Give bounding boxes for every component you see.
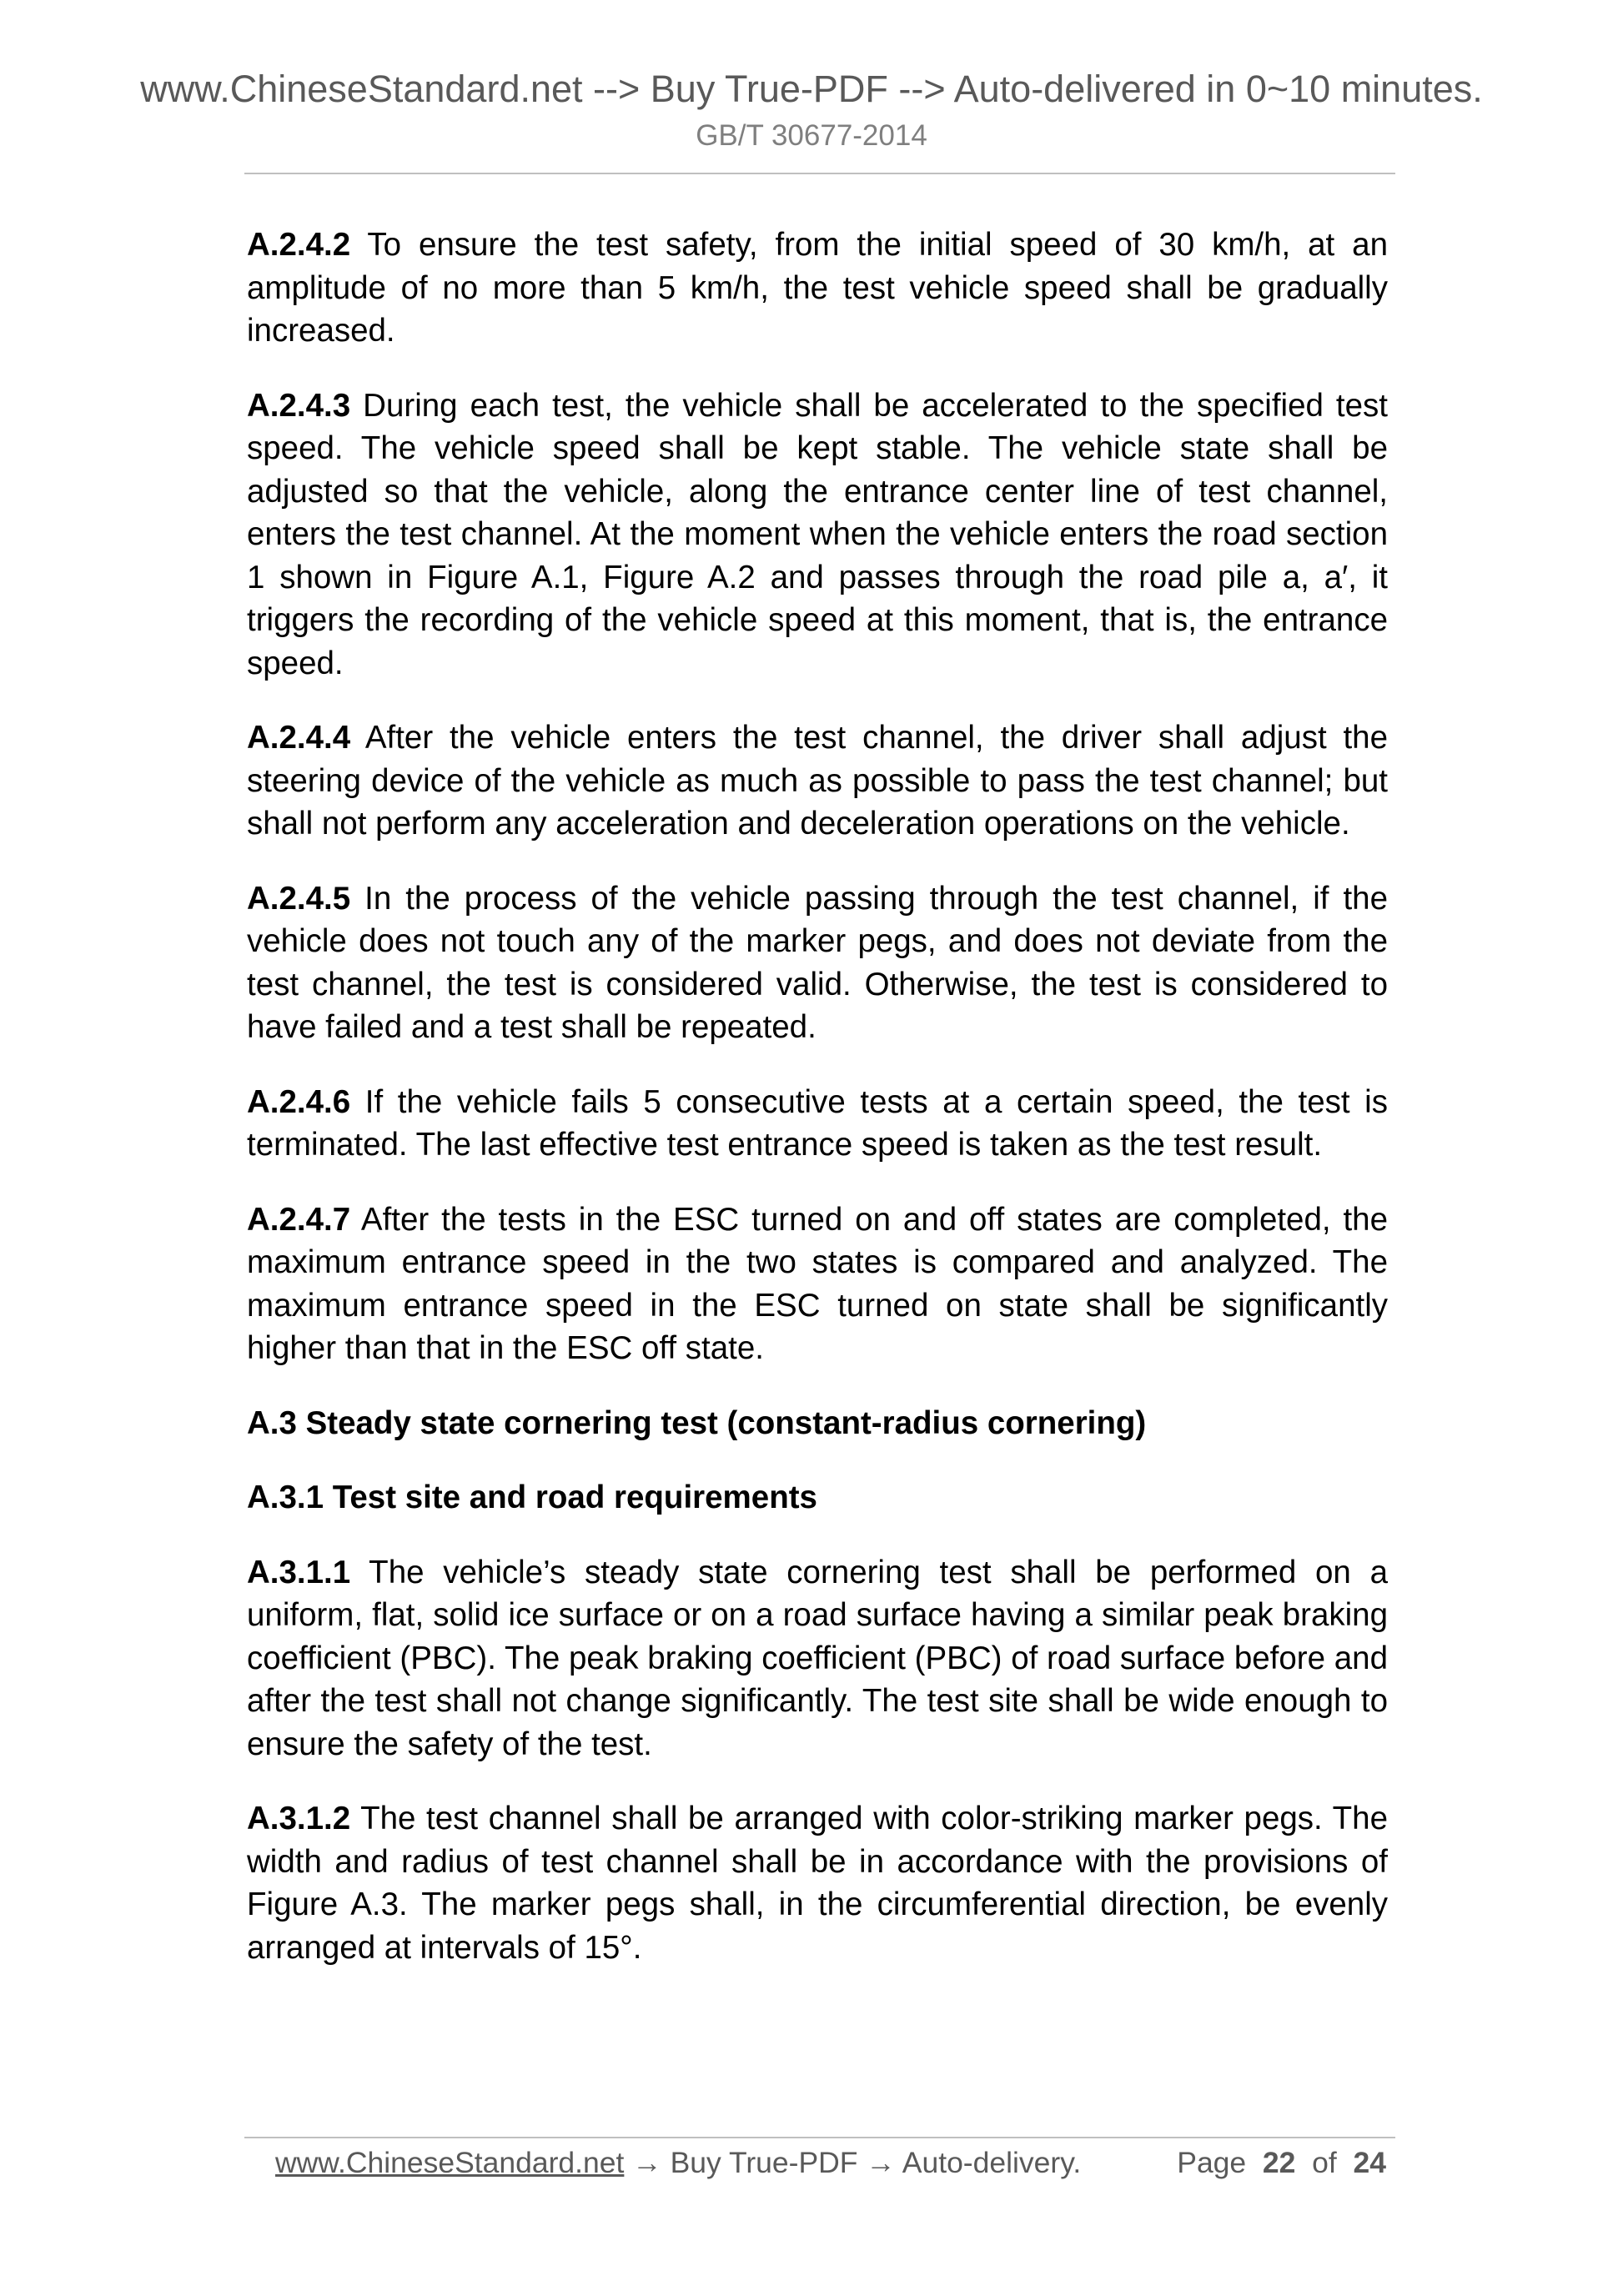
section-heading-a-3-1: A.3.1 Test site and road requirements — [247, 1480, 817, 1515]
clause-number: A.3.1.1 — [247, 1554, 351, 1590]
clause-a-3-1-1 — [247, 1551, 1388, 1766]
page-label: Page — [1177, 2146, 1247, 2179]
clause-number: A.2.4.2 — [247, 227, 351, 263]
clause-text: The test channel shall be arranged with color-striking marker pegs. The width and radius of test channel shall be in accordance with the provisions of Figure A.3. The marker pegs shall, in the circumferential direction, be evenly arranged at intervals of 15°. — [247, 1801, 1388, 1966]
footer-divider — [244, 2137, 1395, 2138]
of-label: of — [1312, 2146, 1337, 2179]
page-footer — [275, 2142, 1386, 2183]
clause-a-2-4-3 — [247, 384, 1388, 686]
header-divider — [244, 173, 1395, 174]
clause-text: To ensure the test safety, from the initial speed of 30 km/h, at an amplitude of no more than 5 km/h, the test vehicle speed shall be gradually increased. — [247, 227, 1388, 349]
clause-number: A.3.1.2 — [247, 1801, 351, 1836]
clause-text: If the vehicle fails 5 consecutive tests at a certain speed, the test is terminated. The last effective test entrance speed is taken as the test result. — [247, 1083, 1388, 1163]
clause-a-2-4-4 — [247, 716, 1388, 846]
document-body — [247, 224, 1388, 2001]
clause-number: A.2.4.5 — [247, 880, 351, 917]
footer-buy-text: Buy True-PDF — [670, 2146, 858, 2179]
clause-text: After the vehicle enters the test channel, the driver shall adjust the steering device of the vehicle as much as possible to pass the test channel; but shall not perform any acceleration and deceleration operations on the vehicle. — [247, 720, 1388, 842]
clause-a-2-4-7 — [247, 1198, 1388, 1370]
clause-text: During each test, the vehicle shall be accelerated to the specified test speed. The vehicle speed shall be kept stable. The vehicle state shall be adjusted so that the vehicle, along the entrance center line of test channel, enters the test channel. At the moment when the vehicle enters the road section 1 shown in Figure A.1, Figure A.2 and passes through the road pile a, a′, it triggers the recording of the vehicle speed at this moment, that is, the entrance speed. — [247, 387, 1388, 681]
clause-number: A.2.4.6 — [247, 1083, 351, 1120]
website-link[interactable]: www.ChineseStandard.net — [275, 2146, 625, 2179]
clause-text: The vehicle’s steady state cornering test shall be performed on a uniform, flat, solid ice surface or on a road surface having a similar peak braking coefficient (PBC). The peak braking coefficient (PBC) of road surface before and after the test shall not change significantly. The test site shall be wide enough to ensure the safety of the test. — [247, 1554, 1388, 1762]
arrow-icon: → — [857, 2146, 902, 2179]
clause-text: In the process of the vehicle passing through the test channel, if the vehicle does not touch any of the marker pegs, and does not deviate from the test channel, the test is considered valid. Otherwise, the test is considered to have failed and a test shall be repeated. — [247, 880, 1388, 1045]
standard-code: GB/T 30677-2014 — [696, 119, 927, 152]
total-pages: 24 — [1353, 2146, 1386, 2179]
clause-number: A.2.4.7 — [247, 1201, 351, 1238]
clause-text: After the tests in the ESC turned on and off states are completed, the maximum entrance speed in the two states is compared and analyzed. The maximum entrance speed in the ESC turned on state shall be significantly higher than that in the ESC off state. — [247, 1201, 1388, 1366]
page-number — [1177, 2142, 1386, 2183]
arrow-icon: → — [624, 2146, 671, 2179]
footer-promo — [275, 2142, 1081, 2183]
footer-delivery-text: Auto-delivery. — [902, 2146, 1082, 2179]
clause-number: A.2.4.3 — [247, 387, 351, 424]
clause-a-2-4-2 — [247, 224, 1388, 353]
clause-a-2-4-6 — [247, 1081, 1388, 1167]
clause-a-2-4-5 — [247, 877, 1388, 1049]
header-banner: www.ChineseStandard.net --> Buy True-PDF --> Auto-delivered in 0~10 minutes. — [140, 68, 1483, 110]
clause-number: A.2.4.4 — [247, 720, 351, 756]
current-page: 22 — [1262, 2146, 1296, 2179]
section-heading-a-3: A.3 Steady state cornering test (constant-radius cornering) — [247, 1404, 1147, 1441]
clause-a-3-1-2 — [247, 1797, 1388, 1969]
